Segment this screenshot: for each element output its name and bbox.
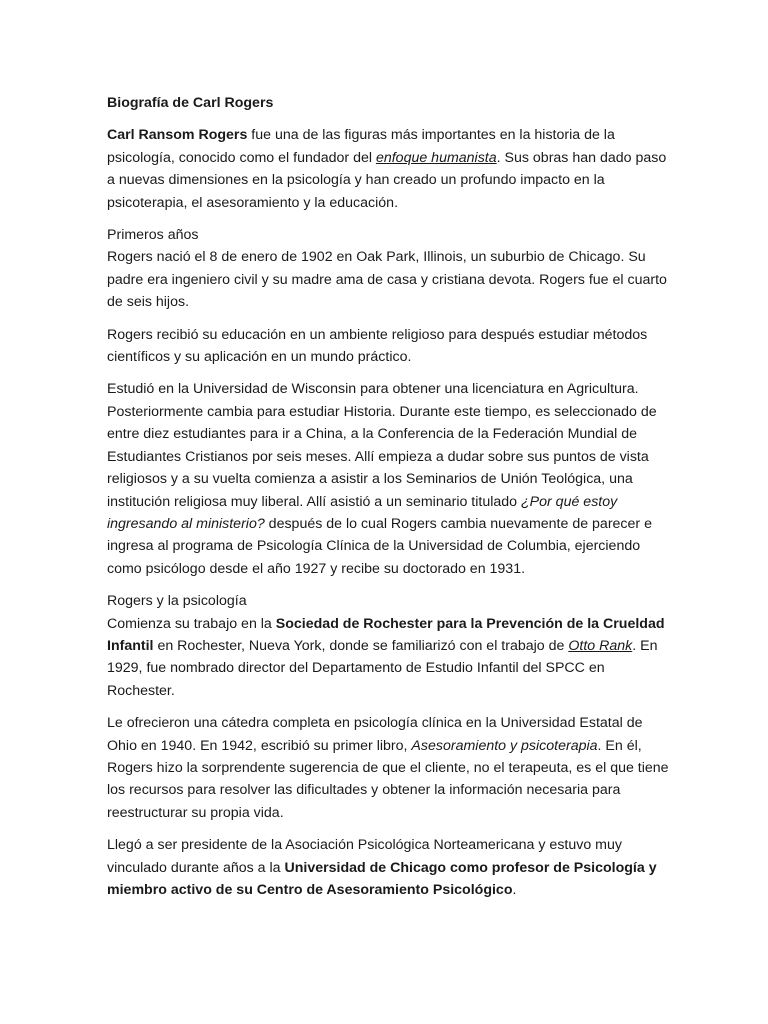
rochester-text-3: . En 1929, fue nombrado director del Departamento de Estudio Infantil del SPCC en Rochester.	[107, 637, 658, 699]
section-heading-early-years: Primeros años	[107, 227, 199, 244]
university-text-2: después de lo cual Rogers cambia nuevamente de parecer e ingresa al programa de Psicología Clínica de la Universidad de Columbia, ejerciendo como psicólogo desde el año 1927 y recibe su doctorado en 1931.	[107, 515, 652, 577]
early-years-text: Rogers nació el 8 de enero de 1902 en Oak Park, Illinois, un suburbio de Chicago. Su padre era ingeniero civil y su madre ama de casa y cristiana devota. Rogers fue el cuarto de seis hijos.	[107, 249, 667, 311]
person-name: Carl Ransom Rogers	[107, 127, 248, 144]
intro-paragraph	[107, 124, 672, 214]
rochester-text-1: Comienza su trabajo en la	[107, 615, 276, 632]
enfoque-humanista-link[interactable]: enfoque humanista	[375, 149, 497, 166]
document-title: Biografía de Carl Rogers	[107, 95, 274, 111]
otto-rank-link[interactable]: Otto Rank	[568, 637, 633, 654]
chicago-text-2: .	[512, 882, 517, 898]
intro-text-2: . Sus obras han dado paso a nuevas dimensiones en la psicología y han creado un profundo impacto en la psicoterapia, el asesoramiento y la educación.	[107, 149, 667, 211]
ohio-text-2: . En él, Rogers hizo la sorprendente sugerencia de que el cliente, no el terapeuta, es el que tiene los recursos para resolver las dificultades y obtener la información necesaria para reestructurar su propia vida.	[107, 737, 669, 821]
education-paragraph: Rogers recibió su educación en un ambiente religioso para después estudiar métodos científicos y su aplicación en un mundo práctico.	[107, 326, 648, 366]
book-title: Asesoramiento y psicoterapia	[411, 737, 598, 754]
chicago-paragraph	[107, 834, 672, 901]
ohio-text-1: Le ofrecieron una cátedra completa en psicología clínica en la Universidad Estatal de Ohio en 1940. En 1942, escribió su primer libro,	[107, 715, 643, 754]
early-years-paragraph	[107, 224, 672, 314]
ohio-paragraph	[107, 712, 672, 824]
chicago-text-1: Llegó a ser presidente de la Asociación Psicológica Norteamericana y estuvo muy vinculado durante años a la	[107, 837, 622, 876]
chicago-university: Universidad de Chicago como profesor de Psicología y miembro activo de su Centro de Asesoramiento Psicológico	[107, 859, 657, 898]
section-heading-psychology: Rogers y la psicología	[107, 593, 247, 610]
university-text-1: Estudió en la Universidad de Wisconsin para obtener una licenciatura en Agricultura. Posteriormente cambia para estudiar Historia. Durante este tiempo, es seleccionado de entre diez estudiantes para ir a China, a la Conferencia de la Federación Mundial de Estudiantes Cristianos por seis meses. Allí empieza a dudar sobre sus puntos de vista religiosos y a su vuelta comienza a asistir a los Seminarios de Unión Teológica, una institución religiosa muy liberal. Allí asistió a un seminario titulado	[107, 381, 657, 510]
intro-text-1: fue una de las figuras más importantes en la historia de la psicología, conocido como el fundador del	[107, 127, 615, 166]
rochester-text-2: en Rochester, Nueva York, donde se familiarizó con el trabajo de	[153, 637, 569, 654]
rochester-paragraph	[107, 590, 672, 702]
seminar-title: ¿Por qué estoy ingresando al ministerio?	[107, 493, 618, 532]
university-paragraph	[107, 378, 672, 580]
rochester-society: Sociedad de Rochester para la Prevención de la Crueldad Infantil	[107, 615, 665, 654]
